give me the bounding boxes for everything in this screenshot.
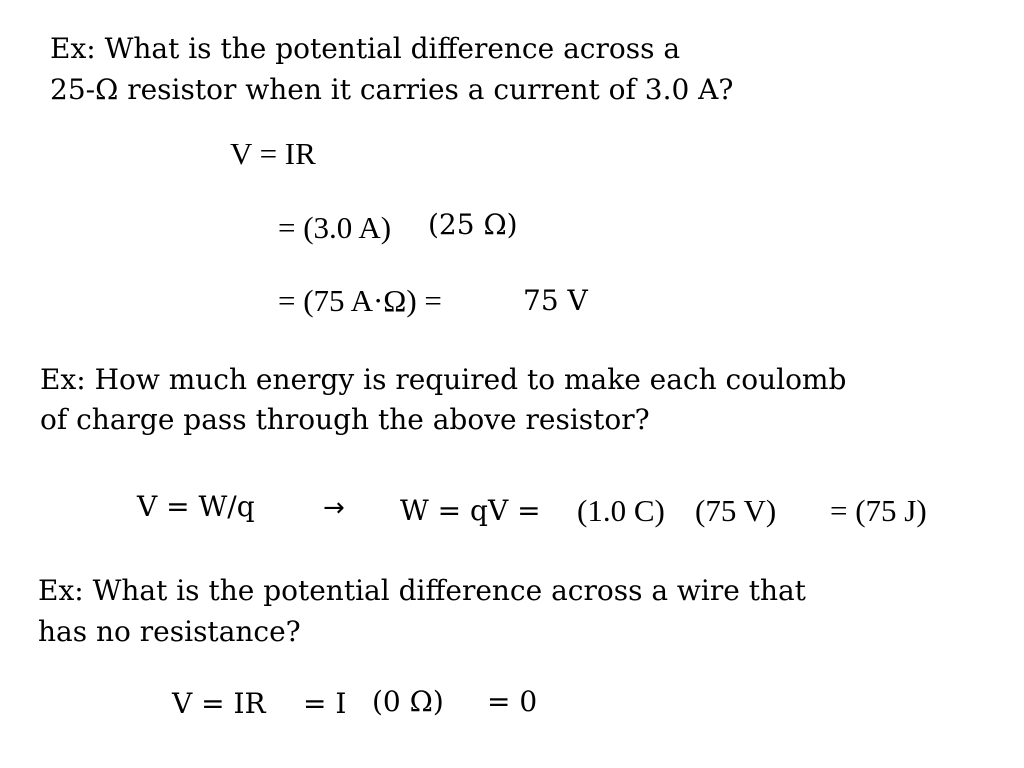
example3-result: = 0 bbox=[487, 685, 538, 718]
example2-question-line1: Ex: How much energy is required to make each coulomb bbox=[40, 363, 847, 396]
example1-question-line1: Ex: What is the potential difference across a bbox=[50, 32, 681, 65]
example1-step1-current: = (3.0 A) bbox=[278, 210, 392, 245]
example3-question-line2: has no resistance? bbox=[38, 615, 301, 648]
example2-rearranged: W = qV = bbox=[400, 494, 541, 527]
right-arrow-icon: → bbox=[323, 493, 345, 523]
example1-formula: V = IR bbox=[230, 136, 316, 171]
example1-step2-product: = (75 A·Ω) = bbox=[278, 283, 442, 318]
example3-resistance: (0 Ω) bbox=[372, 685, 444, 718]
example2-result: = (75 J) bbox=[830, 493, 927, 528]
example2-question-line2: of charge pass through the above resistor? bbox=[40, 403, 650, 436]
example2-charge-factor: (1.0 C) bbox=[577, 493, 665, 528]
example2-voltage-factor: (75 V) bbox=[695, 493, 777, 528]
example2-formula: V = W/q bbox=[137, 490, 255, 523]
example3-question-line1: Ex: What is the potential difference across a wire that bbox=[38, 574, 806, 607]
example3-formula: V = IR bbox=[172, 687, 266, 720]
example1-result: 75 V bbox=[523, 284, 588, 317]
example3-current: = I bbox=[303, 687, 347, 720]
example1-step1-resistance: (25 Ω) bbox=[428, 208, 518, 241]
example1-question-line2: 25-Ω resistor when it carries a current of 3.0 A? bbox=[50, 73, 734, 106]
